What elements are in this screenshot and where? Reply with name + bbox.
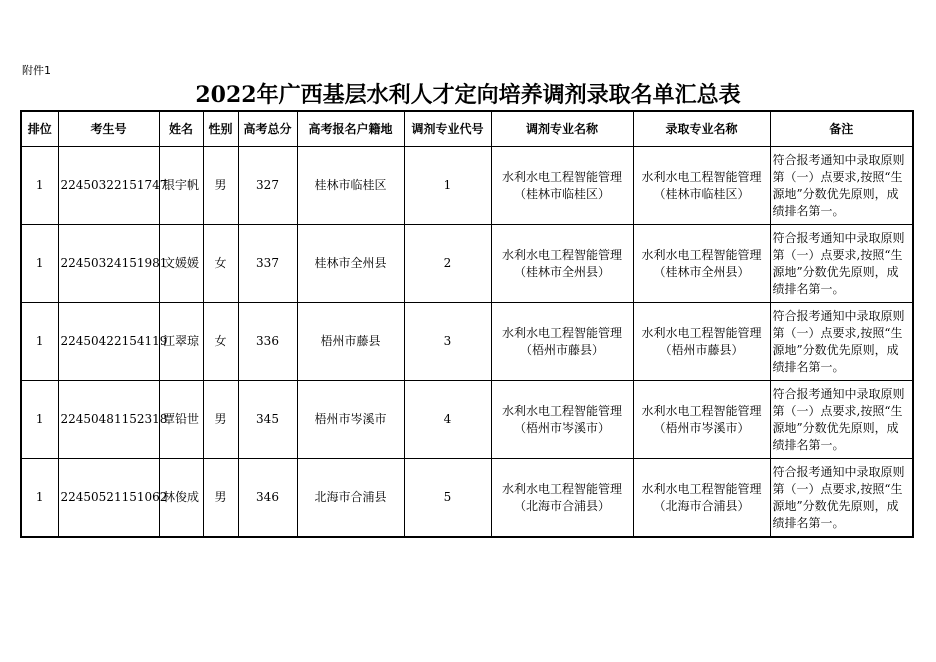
name-cell: 林俊成 [159,459,203,538]
gender-cell: 女 [203,225,238,303]
rank-cell: 1 [21,147,58,225]
column-header: 性别 [203,111,238,147]
student-id-cell: 22450481152318 [58,381,159,459]
major-code-cell: 1 [404,147,491,225]
admit-major-cell: 水利水电工程智能管理（桂林市全州县） [633,225,770,303]
adjust-major-cell: 水利水电工程智能管理（梧州市岑溪市） [491,381,633,459]
score-cell: 346 [238,459,297,538]
attachment-label: 附件1 [22,64,51,77]
rank-cell: 1 [21,303,58,381]
admit-major-cell: 水利水电工程智能管理（梧州市岑溪市） [633,381,770,459]
column-header: 备注 [770,111,913,147]
column-header: 高考报名户籍地 [297,111,404,147]
table-row [21,459,913,538]
major-code-cell: 5 [404,459,491,538]
header-row [21,111,913,147]
gender-cell: 男 [203,147,238,225]
score-cell: 337 [238,225,297,303]
origin-cell: 梧州市藤县 [297,303,404,381]
major-code-cell: 2 [404,225,491,303]
student-id-cell: 22450322151747 [58,147,159,225]
remark-cell: 符合报考通知中录取原则第（一）点要求,按照“生源地”分数优先原则，成绩排名第一。 [770,459,913,538]
table-row [21,381,913,459]
score-cell: 345 [238,381,297,459]
score-cell: 327 [238,147,297,225]
rank-cell: 1 [21,381,58,459]
major-code-cell: 4 [404,381,491,459]
remark-cell: 符合报考通知中录取原则第（一）点要求,按照“生源地”分数优先原则，成绩排名第一。 [770,225,913,303]
adjust-major-cell: 水利水电工程智能管理（桂林市临桂区） [491,147,633,225]
admission-table [20,110,914,538]
column-header: 高考总分 [238,111,297,147]
score-cell: 336 [238,303,297,381]
adjust-major-cell: 水利水电工程智能管理（梧州市藤县） [491,303,633,381]
column-header: 姓名 [159,111,203,147]
student-id-cell: 22450422154119 [58,303,159,381]
adjust-major-cell: 水利水电工程智能管理（北海市合浦县） [491,459,633,538]
admit-major-cell: 水利水电工程智能管理（桂林市临桂区） [633,147,770,225]
major-code-cell: 3 [404,303,491,381]
name-cell: 文媛媛 [159,225,203,303]
admit-major-cell: 水利水电工程智能管理（梧州市藤县） [633,303,770,381]
origin-cell: 桂林市临桂区 [297,147,404,225]
origin-cell: 桂林市全州县 [297,225,404,303]
table-row [21,303,913,381]
admit-major-cell: 水利水电工程智能管理（北海市合浦县） [633,459,770,538]
name-cell: 覃铅世 [159,381,203,459]
student-id-cell: 22450521151062 [58,459,159,538]
remark-cell: 符合报考通知中录取原则第（一）点要求,按照“生源地”分数优先原则，成绩排名第一。 [770,381,913,459]
name-cell: 银宇帆 [159,147,203,225]
name-cell: 江翠琼 [159,303,203,381]
remark-cell: 符合报考通知中录取原则第（一）点要求,按照“生源地”分数优先原则，成绩排名第一。 [770,147,913,225]
table-row [21,225,913,303]
column-header: 调剂专业名称 [491,111,633,147]
gender-cell: 女 [203,303,238,381]
column-header: 录取专业名称 [633,111,770,147]
column-header: 排位 [21,111,58,147]
adjust-major-cell: 水利水电工程智能管理（桂林市全州县） [491,225,633,303]
table-row [21,147,913,225]
column-header: 调剂专业代号 [404,111,491,147]
rank-cell: 1 [21,459,58,538]
remark-cell: 符合报考通知中录取原则第（一）点要求,按照“生源地”分数优先原则，成绩排名第一。 [770,303,913,381]
document-title: 2022年广西基层水利人才定向培养调剂录取名单汇总表 [195,82,741,108]
gender-cell: 男 [203,459,238,538]
origin-cell: 北海市合浦县 [297,459,404,538]
student-id-cell: 22450324151981 [58,225,159,303]
origin-cell: 梧州市岑溪市 [297,381,404,459]
column-header: 考生号 [58,111,159,147]
rank-cell: 1 [21,225,58,303]
gender-cell: 男 [203,381,238,459]
